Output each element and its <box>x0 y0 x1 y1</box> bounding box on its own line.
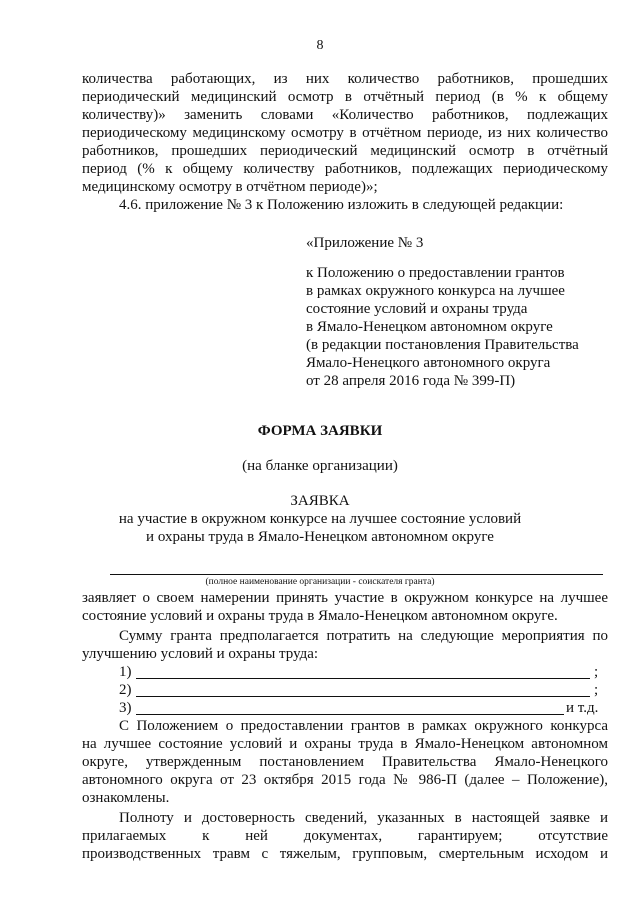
grant-line: Сумму гранта предполагается потратить на следующие мероприятия по <box>119 628 608 644</box>
declaration-line: заявляет о своем намерении принять участие в окружном конкурсе на лучшее <box>82 590 608 606</box>
application-subtitle: и охраны труда в Ямало-Ненецком автономном округе <box>146 529 494 545</box>
list-number: 2) <box>119 682 132 698</box>
guarantee-line: производственных травм с тяжелым, групповым, смертельным исходом и <box>82 846 608 862</box>
form-title: ФОРМА ЗАЯВКИ <box>257 423 383 439</box>
guarantee-line: прилагаемых к ней документах, гарантируем; отсутствие <box>82 828 608 844</box>
list-end: ; <box>594 664 599 680</box>
grant-line: улучшению условий и охраны труда: <box>82 646 319 662</box>
org-name-line <box>110 574 603 575</box>
intro-line: периодический медицинский осмотр в отчётный период (в % к общему <box>82 89 608 105</box>
application-title: ЗАЯВКА <box>290 493 350 509</box>
appendix-line: состояние условий и охраны труда <box>306 301 528 317</box>
appendix-line: в Ямало-Ненецком автономном округе <box>306 319 553 335</box>
application-subtitle: на участие в окружном конкурсе на лучшее состояние условий <box>118 511 522 527</box>
list-end: и т.д. <box>566 700 599 716</box>
appendix-header: «Приложение № 3 <box>306 235 424 251</box>
blank-line <box>136 696 590 697</box>
list-end: ; <box>594 682 599 698</box>
acquaint-line: округе, утвержденным постановлением Правительства Ямало-Ненецкого <box>82 754 608 770</box>
item-4-6: 4.6. приложение № 3 к Положению изложить в следующей редакции: <box>119 197 564 213</box>
appendix-line: (в редакции постановления Правительства <box>306 337 579 353</box>
appendix-line: к Положению о предоставлении грантов <box>306 265 565 281</box>
page-number: 8 <box>316 38 324 53</box>
appendix-line: от 28 апреля 2016 года № 399-П) <box>306 373 516 389</box>
acquaint-line: ознакомлены. <box>82 790 170 806</box>
guarantee-line: Полноту и достоверность сведений, указанных в настоящей заявке и <box>119 810 608 826</box>
appendix-line: в рамках окружного конкурса на лучшее <box>306 283 565 299</box>
acquaint-line: на лучшее состояние условий и охраны труда в Ямало-Ненецком автономном <box>82 736 608 752</box>
list-number: 3) <box>119 700 132 716</box>
appendix-line: Ямало-Ненецкого автономного округа <box>306 355 551 371</box>
org-name-caption: (полное наименование организации - соискателя гранта) <box>205 577 435 587</box>
intro-line: периодическому медицинскому осмотру в отчётном периоде, из них количество <box>82 125 608 141</box>
blank-line <box>136 678 590 679</box>
letterhead-note: (на бланке организации) <box>242 458 398 474</box>
acquaint-line: С Положением о предоставлении грантов в рамках окружного конкурса <box>119 718 608 734</box>
declaration-line: состояние условий и охраны труда в Ямало-Ненецком автономном округе. <box>82 608 558 624</box>
intro-line: медицинскому осмотру в отчётном периоде)»; <box>82 179 378 195</box>
list-number: 1) <box>119 664 132 680</box>
intro-line: количеству)» заменить словами «Количество работников, подлежащих <box>82 107 608 123</box>
acquaint-line: автономного округа от 23 октября 2015 года № 986-П (далее – Положение), <box>82 772 608 788</box>
blank-line <box>136 714 564 715</box>
intro-line: период (% к общему количеству работников, подлежащих периодическому <box>82 161 608 177</box>
intro-line: работников, прошедших периодический медицинский осмотр в отчётный <box>82 143 608 159</box>
intro-line: количества работающих, из них количество работников, прошедших <box>82 71 608 87</box>
